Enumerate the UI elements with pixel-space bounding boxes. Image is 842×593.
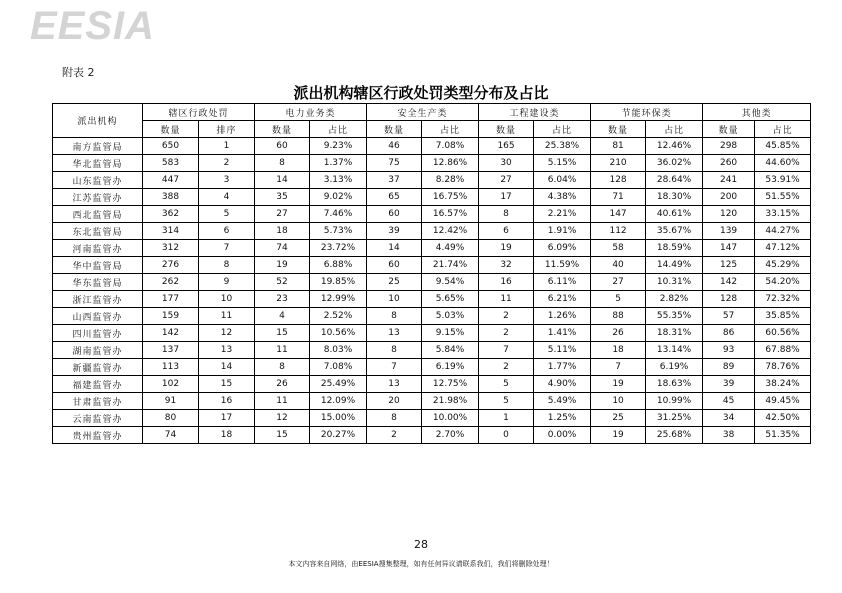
table-cell: 60 bbox=[367, 206, 422, 223]
table-cell: 60 bbox=[255, 138, 310, 155]
table-cell: 5.49% bbox=[534, 393, 591, 410]
table-cell: 51.55% bbox=[755, 189, 811, 206]
org-name-cell: 甘肃监管办 bbox=[53, 393, 143, 410]
page-number: 28 bbox=[414, 538, 428, 551]
table-row bbox=[53, 427, 811, 444]
table-cell: 60 bbox=[367, 257, 422, 274]
eesia-logo: EESIA bbox=[30, 4, 156, 48]
table-header-row-sub bbox=[53, 121, 811, 138]
table-cell: 200 bbox=[703, 189, 755, 206]
org-name-cell: 西北监管局 bbox=[53, 206, 143, 223]
appendix-label: 附表 2 bbox=[62, 66, 95, 79]
table-cell: 18.31% bbox=[646, 325, 703, 342]
subheader-cell: 排序 bbox=[199, 121, 255, 138]
table-cell: 12 bbox=[255, 410, 310, 427]
table-cell: 11.59% bbox=[534, 257, 591, 274]
table-cell: 60.56% bbox=[755, 325, 811, 342]
table-cell: 13 bbox=[367, 376, 422, 393]
table-cell: 2.82% bbox=[646, 291, 703, 308]
table-cell: 78.76% bbox=[755, 359, 811, 376]
table-cell: 15 bbox=[199, 376, 255, 393]
table-cell: 1.37% bbox=[310, 155, 367, 172]
group-header: 安全生产类 bbox=[367, 104, 479, 121]
table-cell: 13 bbox=[199, 342, 255, 359]
table-cell: 75 bbox=[367, 155, 422, 172]
org-name-cell: 新疆监管办 bbox=[53, 359, 143, 376]
org-name-cell: 四川监管办 bbox=[53, 325, 143, 342]
table-cell: 17 bbox=[199, 410, 255, 427]
table-cell: 15 bbox=[255, 325, 310, 342]
table-cell: 1.41% bbox=[534, 325, 591, 342]
table-cell: 11 bbox=[255, 342, 310, 359]
table-cell: 276 bbox=[143, 257, 199, 274]
table-cell: 25.38% bbox=[534, 138, 591, 155]
table-cell: 37 bbox=[367, 172, 422, 189]
table-cell: 7 bbox=[479, 342, 534, 359]
org-name-cell: 云南监管办 bbox=[53, 410, 143, 427]
table-cell: 8 bbox=[479, 206, 534, 223]
table-cell: 19 bbox=[591, 427, 646, 444]
table-cell: 14 bbox=[367, 240, 422, 257]
table-row bbox=[53, 223, 811, 240]
table-cell: 1.26% bbox=[534, 308, 591, 325]
table-cell: 8 bbox=[255, 359, 310, 376]
table-cell: 39 bbox=[367, 223, 422, 240]
table-row bbox=[53, 155, 811, 172]
table-cell: 74 bbox=[255, 240, 310, 257]
table-cell: 7 bbox=[591, 359, 646, 376]
table-cell: 49.45% bbox=[755, 393, 811, 410]
table-row bbox=[53, 206, 811, 223]
table-cell: 2 bbox=[367, 427, 422, 444]
table-cell: 6.11% bbox=[534, 274, 591, 291]
table-cell: 12.75% bbox=[422, 376, 479, 393]
table-row bbox=[53, 240, 811, 257]
table-cell: 6 bbox=[199, 223, 255, 240]
table-cell: 6.19% bbox=[646, 359, 703, 376]
table-cell: 15.00% bbox=[310, 410, 367, 427]
table-cell: 2 bbox=[479, 359, 534, 376]
table-row bbox=[53, 189, 811, 206]
table-cell: 80 bbox=[143, 410, 199, 427]
table-cell: 4.49% bbox=[422, 240, 479, 257]
table-cell: 4.38% bbox=[534, 189, 591, 206]
table-cell: 32 bbox=[479, 257, 534, 274]
table-cell: 11 bbox=[479, 291, 534, 308]
table-cell: 40 bbox=[591, 257, 646, 274]
table-cell: 14 bbox=[255, 172, 310, 189]
table-cell: 27 bbox=[591, 274, 646, 291]
table-row bbox=[53, 359, 811, 376]
table-cell: 9.23% bbox=[310, 138, 367, 155]
table-cell: 260 bbox=[703, 155, 755, 172]
subheader-cell: 占比 bbox=[646, 121, 703, 138]
table-cell: 27 bbox=[255, 206, 310, 223]
table-cell: 241 bbox=[703, 172, 755, 189]
org-name-cell: 东北监管局 bbox=[53, 223, 143, 240]
table-cell: 5 bbox=[199, 206, 255, 223]
table-cell: 44.60% bbox=[755, 155, 811, 172]
table-cell: 10 bbox=[367, 291, 422, 308]
table-cell: 88 bbox=[591, 308, 646, 325]
table-cell: 45.85% bbox=[755, 138, 811, 155]
table-cell: 298 bbox=[703, 138, 755, 155]
table-cell: 5.11% bbox=[534, 342, 591, 359]
table-cell: 46 bbox=[367, 138, 422, 155]
table-cell: 7 bbox=[367, 359, 422, 376]
table-cell: 58 bbox=[591, 240, 646, 257]
table-cell: 120 bbox=[703, 206, 755, 223]
table-cell: 26 bbox=[591, 325, 646, 342]
subheader-cell: 数量 bbox=[479, 121, 534, 138]
table-cell: 53.91% bbox=[755, 172, 811, 189]
table-cell: 15 bbox=[255, 427, 310, 444]
table-cell: 2 bbox=[199, 155, 255, 172]
org-name-cell: 南方监管局 bbox=[53, 138, 143, 155]
table-cell: 262 bbox=[143, 274, 199, 291]
table-cell: 86 bbox=[703, 325, 755, 342]
table-cell: 91 bbox=[143, 393, 199, 410]
table-row bbox=[53, 342, 811, 359]
table-cell: 8 bbox=[367, 308, 422, 325]
table-cell: 19.85% bbox=[310, 274, 367, 291]
org-name-cell: 河南监管办 bbox=[53, 240, 143, 257]
table-cell: 6.21% bbox=[534, 291, 591, 308]
table-cell: 14 bbox=[199, 359, 255, 376]
table-cell: 583 bbox=[143, 155, 199, 172]
table-cell: 2 bbox=[479, 308, 534, 325]
table-cell: 36.02% bbox=[646, 155, 703, 172]
table-cell: 38 bbox=[703, 427, 755, 444]
table-cell: 18.63% bbox=[646, 376, 703, 393]
table-cell: 9.02% bbox=[310, 189, 367, 206]
table-cell: 8.28% bbox=[422, 172, 479, 189]
table-cell: 6.88% bbox=[310, 257, 367, 274]
org-name-cell: 华北监管局 bbox=[53, 155, 143, 172]
table-cell: 67.88% bbox=[755, 342, 811, 359]
table-cell: 8 bbox=[199, 257, 255, 274]
table-cell: 5.65% bbox=[422, 291, 479, 308]
page-title: 派出机构辖区行政处罚类型分布及占比 bbox=[293, 84, 549, 102]
table-cell: 33.15% bbox=[755, 206, 811, 223]
org-name-cell: 福建监管办 bbox=[53, 376, 143, 393]
table-cell: 8.03% bbox=[310, 342, 367, 359]
table-cell: 3.13% bbox=[310, 172, 367, 189]
table-cell: 12.46% bbox=[646, 138, 703, 155]
table-cell: 5.84% bbox=[422, 342, 479, 359]
table-cell: 8 bbox=[367, 410, 422, 427]
table-cell: 128 bbox=[703, 291, 755, 308]
table-cell: 52 bbox=[255, 274, 310, 291]
table-cell: 40.61% bbox=[646, 206, 703, 223]
table-cell: 9 bbox=[199, 274, 255, 291]
table-cell: 72.32% bbox=[755, 291, 811, 308]
org-name-cell: 贵州监管办 bbox=[53, 427, 143, 444]
table-cell: 0.00% bbox=[534, 427, 591, 444]
table-cell: 112 bbox=[591, 223, 646, 240]
table-cell: 42.50% bbox=[755, 410, 811, 427]
table-cell: 102 bbox=[143, 376, 199, 393]
table-cell: 5 bbox=[479, 393, 534, 410]
subheader-cell: 数量 bbox=[367, 121, 422, 138]
subheader-cell: 占比 bbox=[422, 121, 479, 138]
table-cell: 2.70% bbox=[422, 427, 479, 444]
table-cell: 12.09% bbox=[310, 393, 367, 410]
table-cell: 165 bbox=[479, 138, 534, 155]
table-cell: 23 bbox=[255, 291, 310, 308]
table-cell: 44.27% bbox=[755, 223, 811, 240]
table-cell: 137 bbox=[143, 342, 199, 359]
table-cell: 19 bbox=[591, 376, 646, 393]
group-header: 辖区行政处罚 bbox=[143, 104, 255, 121]
table-header-row-groups bbox=[53, 104, 811, 121]
table-cell: 65 bbox=[367, 189, 422, 206]
table-cell: 5.03% bbox=[422, 308, 479, 325]
org-name-cell: 山东监管办 bbox=[53, 172, 143, 189]
table-cell: 2.52% bbox=[310, 308, 367, 325]
footer-disclaimer: 本文内容来自网络，由EESIA搜集整理，如有任何异议请联系我们，我们将删除处理！ bbox=[288, 560, 554, 568]
table-cell: 142 bbox=[143, 325, 199, 342]
org-name-cell: 浙江监管办 bbox=[53, 291, 143, 308]
table-cell: 28.64% bbox=[646, 172, 703, 189]
table-cell: 1 bbox=[479, 410, 534, 427]
group-header: 工程建设类 bbox=[479, 104, 591, 121]
table-cell: 4 bbox=[199, 189, 255, 206]
table-cell: 35 bbox=[255, 189, 310, 206]
table-cell: 93 bbox=[703, 342, 755, 359]
table-cell: 57 bbox=[703, 308, 755, 325]
table-cell: 18 bbox=[591, 342, 646, 359]
table-cell: 5 bbox=[591, 291, 646, 308]
table-cell: 34 bbox=[703, 410, 755, 427]
table-cell: 16.75% bbox=[422, 189, 479, 206]
table-cell: 18 bbox=[255, 223, 310, 240]
subheader-cell: 数量 bbox=[591, 121, 646, 138]
table-cell: 35.85% bbox=[755, 308, 811, 325]
table-cell: 10.99% bbox=[646, 393, 703, 410]
group-header: 电力业务类 bbox=[255, 104, 367, 121]
table-cell: 1.77% bbox=[534, 359, 591, 376]
table-cell: 113 bbox=[143, 359, 199, 376]
table-cell: 13 bbox=[367, 325, 422, 342]
subheader-cell: 占比 bbox=[755, 121, 811, 138]
table-cell: 11 bbox=[255, 393, 310, 410]
table-cell: 139 bbox=[703, 223, 755, 240]
table-cell: 6.04% bbox=[534, 172, 591, 189]
table-row bbox=[53, 274, 811, 291]
table-cell: 20 bbox=[367, 393, 422, 410]
table-cell: 447 bbox=[143, 172, 199, 189]
table-cell: 6.19% bbox=[422, 359, 479, 376]
org-name-cell: 山西监管办 bbox=[53, 308, 143, 325]
table-row bbox=[53, 308, 811, 325]
table-cell: 2.21% bbox=[534, 206, 591, 223]
table-cell: 25.68% bbox=[646, 427, 703, 444]
table-cell: 74 bbox=[143, 427, 199, 444]
table-cell: 19 bbox=[479, 240, 534, 257]
subheader-cell: 占比 bbox=[534, 121, 591, 138]
table-cell: 18 bbox=[199, 427, 255, 444]
table-cell: 19 bbox=[255, 257, 310, 274]
org-name-cell: 江苏监管办 bbox=[53, 189, 143, 206]
table-cell: 18.30% bbox=[646, 189, 703, 206]
table-cell: 17 bbox=[479, 189, 534, 206]
table-cell: 16 bbox=[479, 274, 534, 291]
table-cell: 31.25% bbox=[646, 410, 703, 427]
table-cell: 12.42% bbox=[422, 223, 479, 240]
penalty-distribution-table bbox=[52, 103, 811, 444]
table-cell: 5 bbox=[479, 376, 534, 393]
table-row bbox=[53, 257, 811, 274]
table-cell: 25 bbox=[367, 274, 422, 291]
table-cell: 21.98% bbox=[422, 393, 479, 410]
table-cell: 159 bbox=[143, 308, 199, 325]
table-cell: 55.35% bbox=[646, 308, 703, 325]
org-name-cell: 华东监管局 bbox=[53, 274, 143, 291]
table-cell: 7.08% bbox=[310, 359, 367, 376]
table-row bbox=[53, 376, 811, 393]
table-cell: 10 bbox=[199, 291, 255, 308]
table-cell: 12.86% bbox=[422, 155, 479, 172]
table-cell: 71 bbox=[591, 189, 646, 206]
table-row bbox=[53, 410, 811, 427]
table-cell: 125 bbox=[703, 257, 755, 274]
table-row bbox=[53, 393, 811, 410]
table-cell: 25 bbox=[591, 410, 646, 427]
table-cell: 1.25% bbox=[534, 410, 591, 427]
table-cell: 10 bbox=[591, 393, 646, 410]
table-cell: 89 bbox=[703, 359, 755, 376]
table-cell: 12 bbox=[199, 325, 255, 342]
table-cell: 54.20% bbox=[755, 274, 811, 291]
table-cell: 4 bbox=[255, 308, 310, 325]
table-cell: 20.27% bbox=[310, 427, 367, 444]
table-cell: 0 bbox=[479, 427, 534, 444]
table-cell: 362 bbox=[143, 206, 199, 223]
table-cell: 1.91% bbox=[534, 223, 591, 240]
table-cell: 2 bbox=[479, 325, 534, 342]
table-row bbox=[53, 325, 811, 342]
subheader-cell: 数量 bbox=[143, 121, 199, 138]
table-row bbox=[53, 172, 811, 189]
table-cell: 26 bbox=[255, 376, 310, 393]
table-cell: 142 bbox=[703, 274, 755, 291]
subheader-cell: 数量 bbox=[255, 121, 310, 138]
table-cell: 210 bbox=[591, 155, 646, 172]
table-cell: 8 bbox=[367, 342, 422, 359]
table-cell: 12.99% bbox=[310, 291, 367, 308]
table-cell: 312 bbox=[143, 240, 199, 257]
table-cell: 27 bbox=[479, 172, 534, 189]
org-name-cell: 湖南监管办 bbox=[53, 342, 143, 359]
table-cell: 6 bbox=[479, 223, 534, 240]
table-cell: 9.54% bbox=[422, 274, 479, 291]
table-cell: 39 bbox=[703, 376, 755, 393]
table-cell: 16.57% bbox=[422, 206, 479, 223]
table-cell: 38.24% bbox=[755, 376, 811, 393]
table-cell: 30 bbox=[479, 155, 534, 172]
table-cell: 7.08% bbox=[422, 138, 479, 155]
table-cell: 45 bbox=[703, 393, 755, 410]
table-cell: 81 bbox=[591, 138, 646, 155]
org-header: 派出机构 bbox=[53, 104, 143, 138]
table-cell: 47.12% bbox=[755, 240, 811, 257]
table-cell: 5.15% bbox=[534, 155, 591, 172]
group-header: 其他类 bbox=[703, 104, 811, 121]
subheader-cell: 数量 bbox=[703, 121, 755, 138]
table-cell: 13.14% bbox=[646, 342, 703, 359]
table-cell: 314 bbox=[143, 223, 199, 240]
table-cell: 650 bbox=[143, 138, 199, 155]
table-cell: 7 bbox=[199, 240, 255, 257]
table-cell: 177 bbox=[143, 291, 199, 308]
table-cell: 147 bbox=[703, 240, 755, 257]
table-cell: 25.49% bbox=[310, 376, 367, 393]
table-body bbox=[53, 138, 811, 444]
table-cell: 21.74% bbox=[422, 257, 479, 274]
table-cell: 16 bbox=[199, 393, 255, 410]
table-cell: 1 bbox=[199, 138, 255, 155]
table-cell: 147 bbox=[591, 206, 646, 223]
table-cell: 128 bbox=[591, 172, 646, 189]
table-cell: 9.15% bbox=[422, 325, 479, 342]
table-cell: 11 bbox=[199, 308, 255, 325]
table-cell: 10.31% bbox=[646, 274, 703, 291]
table-cell: 4.90% bbox=[534, 376, 591, 393]
table-cell: 10.00% bbox=[422, 410, 479, 427]
table-cell: 35.67% bbox=[646, 223, 703, 240]
table-cell: 388 bbox=[143, 189, 199, 206]
table-cell: 14.49% bbox=[646, 257, 703, 274]
table-row bbox=[53, 138, 811, 155]
table-cell: 18.59% bbox=[646, 240, 703, 257]
table-cell: 6.09% bbox=[534, 240, 591, 257]
subheader-cell: 占比 bbox=[310, 121, 367, 138]
table-cell: 7.46% bbox=[310, 206, 367, 223]
table-cell: 5.73% bbox=[310, 223, 367, 240]
table-cell: 23.72% bbox=[310, 240, 367, 257]
table-cell: 3 bbox=[199, 172, 255, 189]
table-cell: 51.35% bbox=[755, 427, 811, 444]
table-cell: 10.56% bbox=[310, 325, 367, 342]
table-row bbox=[53, 291, 811, 308]
org-name-cell: 华中监管局 bbox=[53, 257, 143, 274]
table-cell: 8 bbox=[255, 155, 310, 172]
group-header: 节能环保类 bbox=[591, 104, 703, 121]
table-cell: 45.29% bbox=[755, 257, 811, 274]
